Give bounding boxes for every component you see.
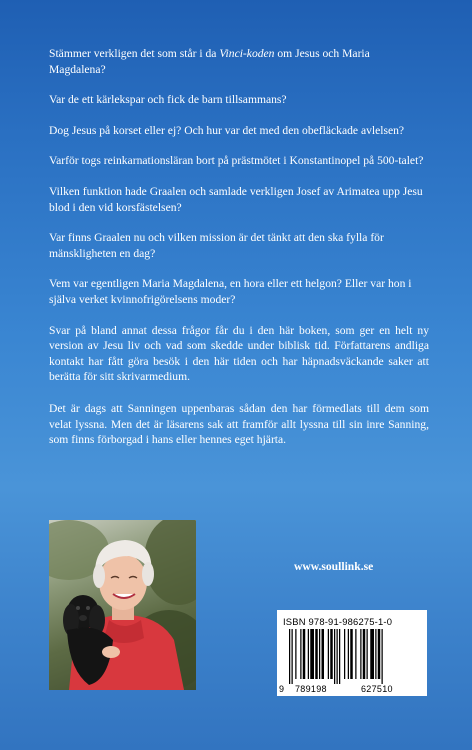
- barcode-bar: [310, 629, 314, 679]
- barcode-bar: [315, 629, 318, 679]
- barcode-bar: [295, 629, 296, 679]
- isbn-label: ISBN 978-91-986275-1-0: [283, 616, 393, 627]
- barcode-bar: [344, 629, 345, 679]
- book-title-reference: Vinci-koden: [219, 47, 275, 60]
- barcode-bar: [360, 629, 361, 679]
- question-6: Var finns Graalen nu och vilken mission är det tänkt att den ska fylla för mänskligheten en dag?: [49, 231, 384, 260]
- barcode-bar: [328, 629, 329, 679]
- isbn-barcode-box: [277, 610, 427, 696]
- description-paragraph-2: Det är dags att Sanningen uppenbaras sådan den har förmedlats till dem som velat lyssna. Men det är läsarens sak att framför allt lyssna till sin inre Sanning, som finns förborgad i hans eller hennes eget hjärta.: [49, 401, 429, 447]
- description-paragraph-1: Svar på bland annat dessa frågor får du i den här boken, som ger en helt ny version av Jesu liv och vad som skedde under biblisk tid. Författarens andliga kontakt har fått göra besök i den här tiden och har häpnadsväckande saker att berätta för sitt skrivarmedium.: [49, 323, 429, 384]
- barcode-bar: [337, 629, 338, 684]
- barcode-bar: [330, 629, 333, 679]
- question-1: Stämmer verkligen det som står i da Vinci-koden om Jesus och Maria Magdalena?: [49, 47, 370, 76]
- back-cover-text: [49, 46, 429, 448]
- author-photo: [49, 520, 196, 690]
- question-3: Dog Jesus på korset eller ej? Och hur var det med den obefläckade avlelsen?: [49, 123, 405, 137]
- question-5: Vilken funktion hade Graalen och samlade verkligen Josef av Arimatea upp Jesu blod i den vid korsfästelsen?: [49, 184, 423, 214]
- barcode-bar: [355, 629, 356, 679]
- barcode-digit-first: 9: [279, 684, 285, 694]
- barcode-bar: [378, 629, 381, 679]
- barcode-bar: [322, 629, 325, 679]
- barcode-bar: [292, 629, 293, 684]
- barcode-bar: [339, 629, 340, 684]
- barcode-bar: [382, 629, 383, 684]
- barcode-bar: [308, 629, 309, 679]
- barcode-bar: [300, 629, 301, 679]
- barcode-digits-right: 627510: [361, 684, 393, 694]
- barcode-bar: [367, 629, 368, 679]
- barcode-bar: [334, 629, 335, 684]
- barcode-bar: [350, 629, 353, 679]
- barcode-bar: [370, 629, 374, 679]
- barcode-bar: [348, 629, 349, 679]
- question-4: Varför togs reinkarnationsläran bort på prästmötet i Konstantinopel på 500-talet?: [49, 154, 424, 168]
- barcode-bar: [289, 629, 290, 684]
- question-2: Var de ett kärlekspar och fick de barn tillsammans?: [49, 93, 287, 107]
- barcode-icon: [287, 629, 419, 684]
- barcode-bar: [375, 629, 376, 679]
- barcode-bar: [303, 629, 306, 679]
- barcode-bar: [363, 629, 366, 679]
- barcode-bar: [319, 629, 320, 679]
- barcode-digits-left: 789198: [295, 684, 327, 694]
- question-7: Vem var egentligen Maria Magdalena, en hora eller ett helgon? Eller var hon i själva verket kvinnofrigörelsens moder?: [49, 277, 412, 306]
- author-photo-illustration: [49, 520, 196, 690]
- publisher-website: www.soullink.se: [294, 560, 374, 573]
